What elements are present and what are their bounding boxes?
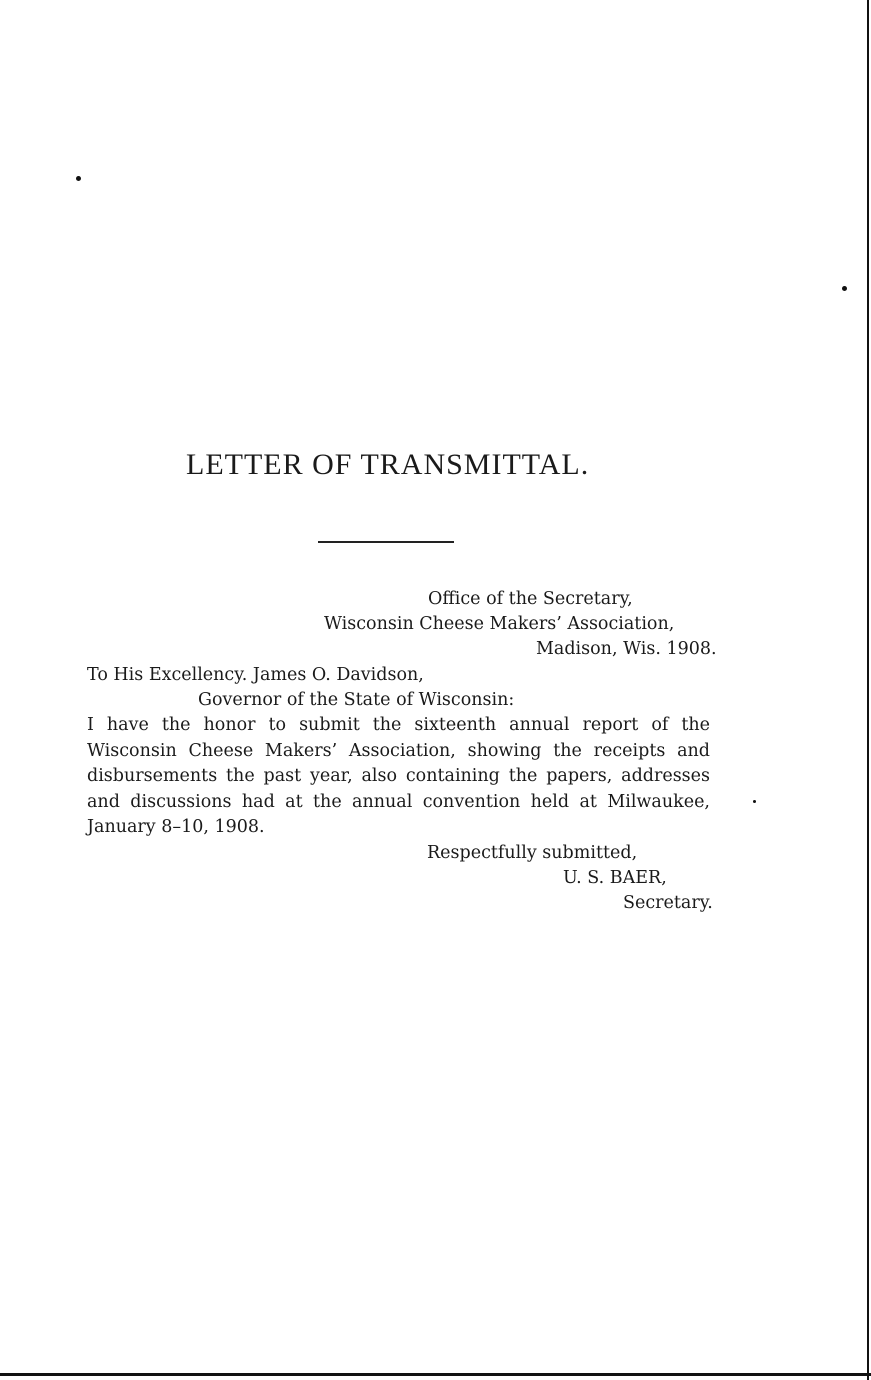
- address-line-office: Office of the Secretary,: [428, 589, 633, 609]
- closing-line: Respectfully submitted,: [427, 843, 638, 863]
- page-title: LETTER OF TRANSMITTAL.: [186, 448, 590, 481]
- signature-name: U. S. BAER,: [563, 868, 667, 888]
- letter-body: I have the honor to submit the sixteenth annual report of the Wisconsin Cheese Makers’ Association, showing the receipts and disbursements the past year, also containing the papers, addresses and discussions had at the annual convention held at Milwaukee, January 8–10, 1908.: [87, 715, 710, 837]
- address-line-city-date: Madison, Wis. 1908.: [536, 639, 717, 659]
- title-divider: [318, 541, 454, 543]
- signature-title: Secretary.: [623, 893, 713, 913]
- scan-speck: [753, 800, 756, 803]
- scan-speck: [842, 286, 847, 291]
- scan-speck: [76, 176, 81, 181]
- address-line-association: Wisconsin Cheese Makers’ Association,: [324, 614, 675, 634]
- page-edge-bottom: [0, 1373, 871, 1376]
- salutation-title: Governor of the State of Wisconsin:: [198, 690, 515, 710]
- salutation-recipient: To His Excellency. James O. Davidson,: [87, 665, 424, 685]
- page-edge-right: [867, 0, 869, 1380]
